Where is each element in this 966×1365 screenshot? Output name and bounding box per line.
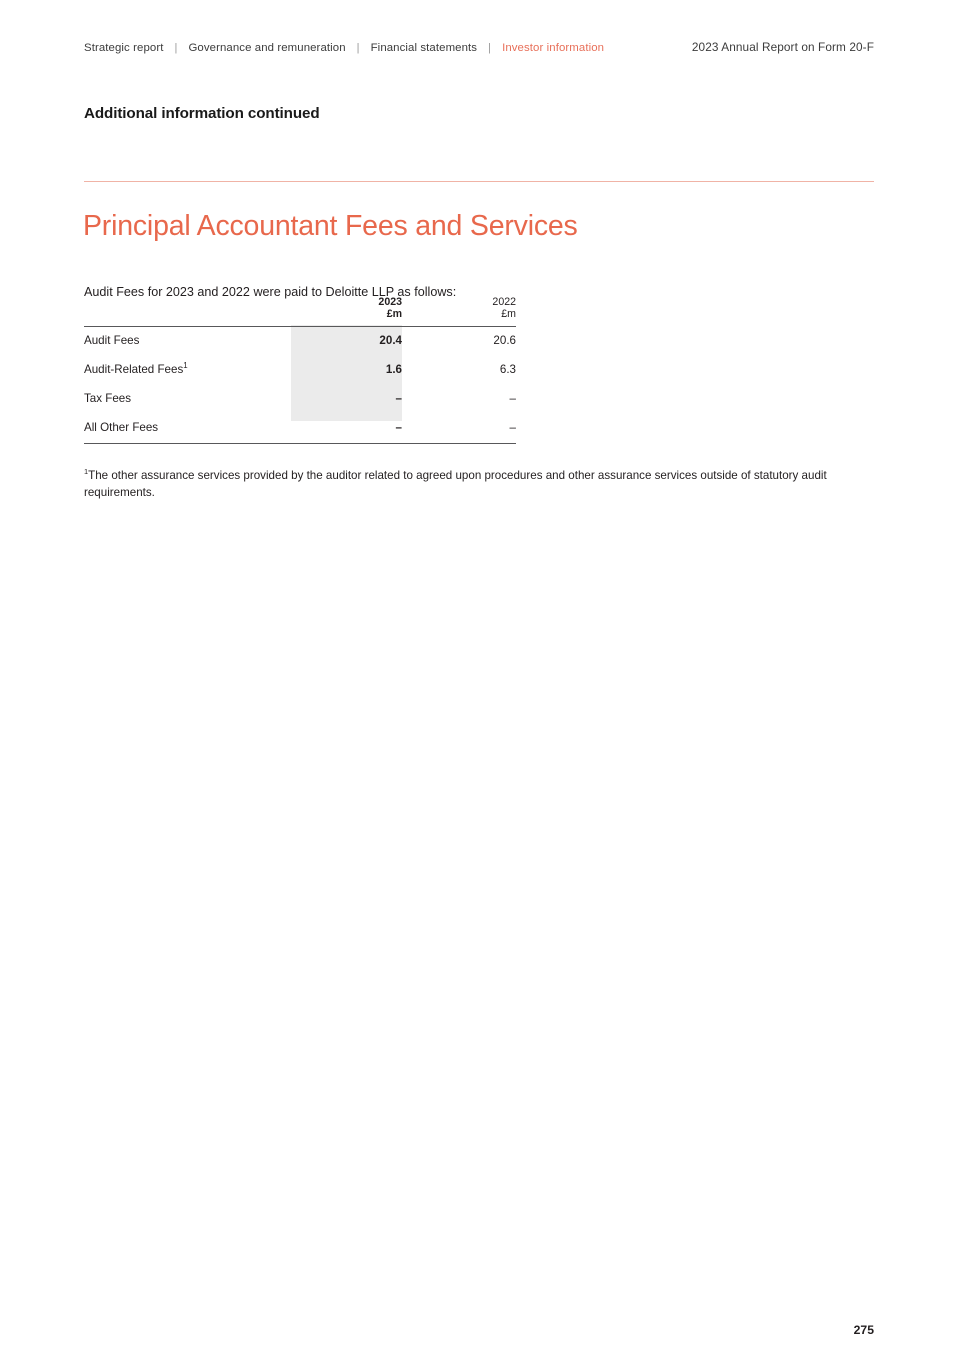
table-row bbox=[84, 385, 516, 414]
document-title-label: 2023 Annual Report on Form 20-F bbox=[691, 40, 874, 54]
table-row bbox=[84, 414, 516, 444]
table-row bbox=[84, 356, 516, 385]
column-header-2023 bbox=[291, 296, 402, 326]
breadcrumb-separator: | bbox=[174, 42, 178, 54]
row-label-audit-related-fees bbox=[84, 356, 291, 385]
cell-audit-related-fees-2022: 6.3 bbox=[499, 363, 516, 377]
row-label-tax-fees bbox=[84, 385, 291, 414]
cell-tax-fees-2022: – bbox=[509, 392, 516, 406]
breadcrumb-separator: | bbox=[488, 42, 492, 54]
breadcrumb-item-investor-information[interactable]: Investor information bbox=[502, 42, 605, 54]
breadcrumb bbox=[84, 42, 604, 54]
row-label-text: Audit-Related Fees bbox=[84, 363, 184, 377]
row-label-text: Audit Fees bbox=[84, 334, 140, 348]
breadcrumb-separator: | bbox=[356, 42, 360, 54]
row-label-text: Tax Fees bbox=[84, 392, 132, 406]
breadcrumb-item-governance-and-remuneration[interactable]: Governance and remuneration bbox=[188, 42, 346, 54]
cell-all-other-fees-2023: – bbox=[291, 414, 402, 444]
cell-audit-fees-2023: 20.4 bbox=[379, 334, 402, 348]
audit-fees-table-wrapper bbox=[84, 296, 516, 444]
section-kicker: Additional information continued bbox=[84, 105, 320, 122]
column-header-2022-year: 2022 bbox=[492, 296, 516, 308]
row-label-text: All Other Fees bbox=[84, 421, 159, 435]
audit-fees-table bbox=[84, 296, 516, 444]
row-label-audit-fees bbox=[84, 326, 291, 356]
cell-tax-fees-2023: – bbox=[395, 392, 402, 406]
running-header bbox=[84, 40, 874, 56]
table-body bbox=[84, 326, 516, 443]
table-header-row bbox=[84, 296, 516, 326]
footnote bbox=[84, 467, 874, 502]
footnote-marker: 1 bbox=[183, 361, 188, 371]
cell-audit-fees-2022: 20.6 bbox=[493, 334, 516, 348]
row-label-all-other-fees bbox=[84, 414, 291, 444]
table-header bbox=[84, 296, 516, 326]
column-header-2023-year: 2023 bbox=[378, 296, 402, 308]
footnote-marker: 1 bbox=[84, 466, 89, 476]
column-header-label bbox=[84, 296, 291, 326]
table-row bbox=[84, 326, 516, 356]
cell-audit-related-fees-2023: 1.6 bbox=[385, 363, 402, 377]
column-header-2023-unit: £m bbox=[386, 308, 402, 321]
intro-paragraph: Audit Fees for 2023 and 2022 were paid to Deloitte LLP as follows: bbox=[84, 284, 457, 299]
column-header-2022 bbox=[402, 296, 516, 326]
column-header-2022-unit: £m bbox=[501, 308, 516, 321]
breadcrumb-item-financial-statements[interactable]: Financial statements bbox=[370, 42, 478, 54]
breadcrumb-item-strategic-report[interactable]: Strategic report bbox=[84, 42, 164, 54]
cell-all-other-fees-2022: – bbox=[402, 414, 516, 444]
footnote-text: The other assurance services provided by the auditor related to agreed upon procedures and other assurance services outside of statutory audit requirements. bbox=[84, 468, 827, 500]
page-title: Principal Accountant Fees and Services bbox=[83, 210, 578, 243]
page-number: 275 bbox=[853, 1323, 874, 1337]
title-divider bbox=[84, 181, 874, 182]
